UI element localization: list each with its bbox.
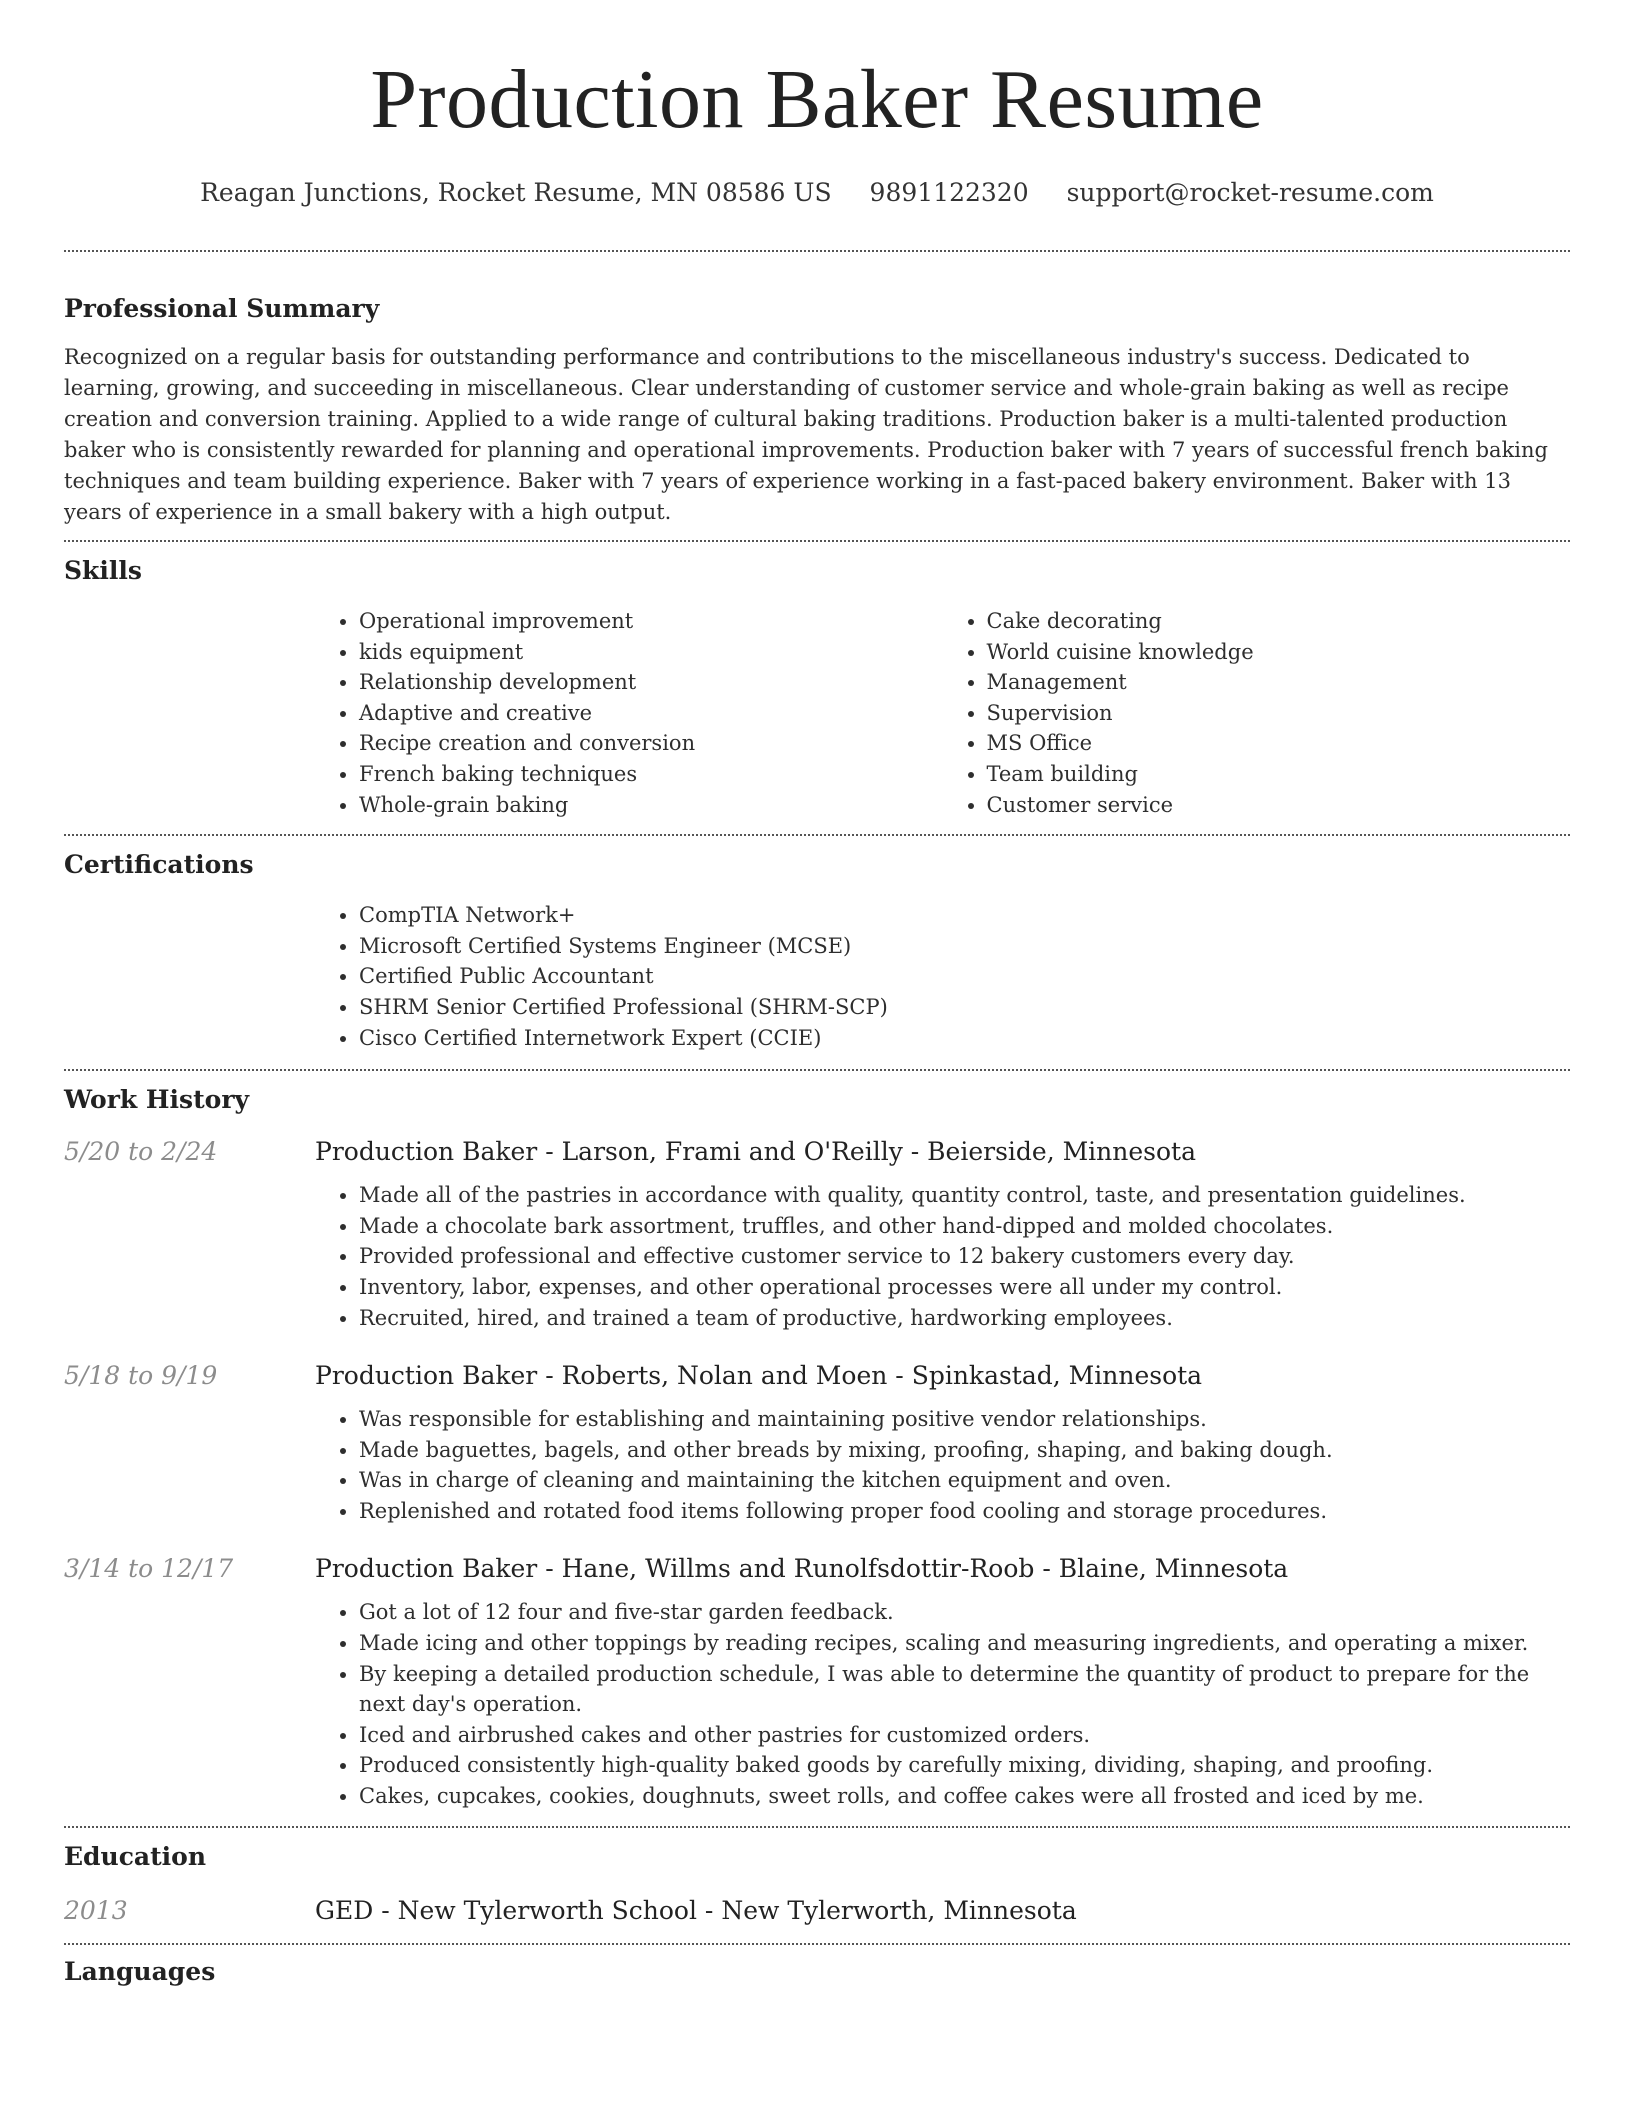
contact-phone: 9891122320 [869,178,1029,207]
job-title: Production Baker - Larson, Frami and O'Reilly - Beierside, Minnesota [315,1137,1197,1167]
education-section [64,1840,1570,1925]
summary-section [64,292,1570,528]
job-bullet: • Made all of the pastries in accordance with quality, quantity control, taste, and presentation guidelines. [359,1180,1570,1211]
skill-item: • Customer service [987,790,1571,821]
job-bullet: • Made icing and other toppings by reading recipes, scaling and measuring ingredients, and operating a mixer. [359,1628,1570,1659]
languages-heading: Languages [64,1956,216,1986]
job-bullet: • Inventory, labor, expenses, and other operational processes were all under my control. [359,1272,1570,1303]
skill-item: • Adaptive and creative [359,698,943,729]
section-divider [64,540,1570,542]
section-divider [64,1069,1570,1071]
certifications-heading: Certifications [64,850,254,880]
summary-heading: Professional Summary [64,294,380,323]
skill-item: • Whole-grain baking [359,790,943,821]
skills-heading: Skills [64,556,142,585]
certification-item: • Microsoft Certified Systems Engineer (MCSE) [359,931,1570,962]
job-bullet: • Provided professional and effective customer service to 12 bakery customers every day. [359,1241,1570,1272]
job-bullets [315,1180,1570,1333]
skill-item: • Operational improvement [359,606,943,637]
skill-item: • Supervision [987,698,1571,729]
section-divider [64,1826,1570,1828]
job-bullet: • Produced consistently high-quality baked goods by carefully mixing, dividing, shaping, and proofing. [359,1750,1570,1781]
education-year: 2013 [64,1895,128,1925]
job-dates: 5/18 to 9/19 [64,1361,218,1391]
certification-item: • Certified Public Accountant [359,961,1570,992]
job-bullet: • Made baguettes, bagels, and other breads by mixing, proofing, shaping, and baking dough. [359,1435,1570,1466]
job-bullets [315,1404,1570,1526]
job-dates: 3/14 to 12/17 [64,1554,234,1584]
section-divider [64,1943,1570,1945]
skill-item: • French baking techniques [359,759,943,790]
skills-list-left [315,606,943,820]
skills-section [64,554,1570,820]
skill-item: • Cake decorating [987,606,1571,637]
job-bullet: • Iced and airbrushed cakes and other pastries for customized orders. [359,1720,1570,1751]
job-title: Production Baker - Roberts, Nolan and Moen - Spinkastad, Minnesota [315,1361,1203,1391]
skill-item: • kids equipment [359,637,943,668]
certification-item: • Cisco Certified Internetwork Expert (CCIE) [359,1023,1570,1054]
certification-item: • CompTIA Network+ [359,900,1570,931]
job-bullet: • Made a chocolate bark assortment, truffles, and other hand-dipped and molded chocolates. [359,1211,1570,1242]
job-bullet: • By keeping a detailed production schedule, I was able to determine the quantity of product to prepare for the next day's operation. [359,1659,1570,1720]
work-history-section [64,1083,1570,1812]
contact-email: support@rocket-resume.com [1066,178,1434,207]
skills-columns [315,606,1570,820]
job-entry [64,1137,1570,1333]
skill-item: • World cuisine knowledge [987,637,1571,668]
job-header [64,1554,1570,1583]
skill-item: • Recipe creation and conversion [359,728,943,759]
contact-address: Reagan Junctions, Rocket Resume, MN 08586 US [200,178,832,207]
skill-item: • Management [987,667,1571,698]
job-bullet: • Got a lot of 12 four and five-star garden feedback. [359,1597,1570,1628]
section-divider [64,834,1570,836]
job-bullet: • Was in charge of cleaning and maintaining the kitchen equipment and oven. [359,1465,1570,1496]
languages-section [64,1955,1570,1989]
section-divider [64,250,1570,252]
job-bullets [315,1597,1570,1811]
job-entry [64,1361,1570,1526]
certifications-list [315,900,1570,1053]
job-bullet: • Cakes, cupcakes, cookies, doughnuts, sweet rolls, and coffee cakes were all frosted and iced by me. [359,1781,1570,1812]
job-bullet: • Recruited, hired, and trained a team of productive, hardworking employees. [359,1303,1570,1334]
job-entry [64,1554,1570,1811]
job-bullet: • Replenished and rotated food items following proper food cooling and storage procedures. [359,1496,1570,1527]
work-history-heading: Work History [64,1085,250,1115]
skill-item: • MS Office [987,728,1571,759]
certification-item: • SHRM Senior Certified Professional (SHRM-SCP) [359,992,1570,1023]
education-heading: Education [64,1841,207,1871]
education-entry [64,1896,1570,1925]
job-header [64,1137,1570,1166]
resume-title: Production Baker Resume [370,53,1264,146]
job-dates: 5/20 to 2/24 [64,1137,218,1167]
job-bullet: • Was responsible for establishing and maintaining positive vendor relationships. [359,1404,1570,1435]
resume-page [64,0,1570,1989]
skill-item: • Team building [987,759,1571,790]
job-title: Production Baker - Hane, Willms and Runolfsdottir-Roob - Blaine, Minnesota [315,1554,1289,1584]
summary-text: Recognized on a regular basis for outstanding performance and contributions to the miscellaneous industry's success. Dedicated to learning, growing, and succeeding in miscellaneous. Clear understanding of customer service and whole-grain baking as well as recipe creation and conversion training. Applied to a wide range of cultural baking traditions. Production baker is a multi-talented production baker who is consistently rewarded for planning and operational improvements. Production baker with 7 years of successful french baking techniques and team building experience. Baker with 7 years of experience working in a fast-paced bakery environment. Baker with 13 years of experience in a small bakery with a high output. [64,345,1548,524]
contact-line [64,176,1570,210]
education-detail: GED - New Tylerworth School - New Tylerworth, Minnesota [315,1895,1077,1925]
job-header [64,1361,1570,1390]
skill-item: • Relationship development [359,667,943,698]
certifications-section [64,848,1570,1053]
skills-list-right [943,606,1571,820]
